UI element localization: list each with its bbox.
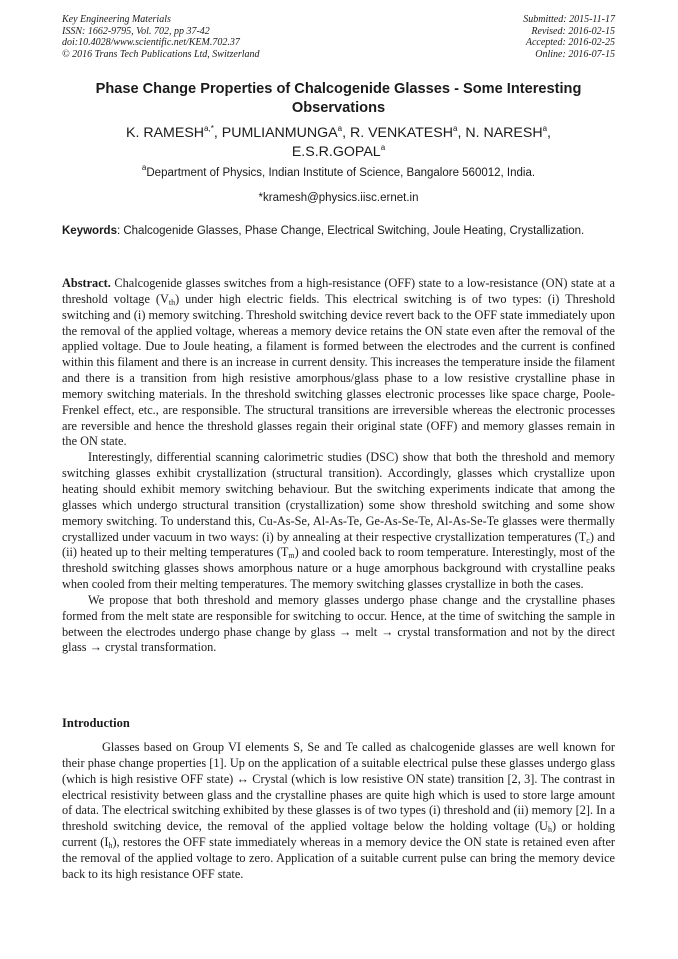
paper-title: Phase Change Properties of Chalcogenide Glasses - Some Interesting Observations [95, 81, 582, 116]
author: E.S.R.GOPAL$^a$ [291, 142, 386, 160]
abstract [62, 276, 615, 656]
author-email: *kramesh@physics.iisc.ernet.in [258, 192, 419, 204]
date-revised: Revised: 2016-02-15 [531, 25, 615, 37]
author: K. $RAMESH^{a,*}$, [126, 124, 222, 141]
section-heading-introduction: Introduction [62, 716, 130, 730]
introduction-body [62, 740, 615, 883]
keywords-text: : Chalcogenide Glasses, Phase Change, Electrical Switching, Joule Heating, Crystallization. [116, 225, 585, 237]
journal-issn: ISSN: 1662-9795, Vol. 702, pp 37-42 [62, 25, 210, 37]
author: N. NARESH$^a$, [465, 124, 551, 141]
abstract-paragraph: Abstract. Chalcogenide glasses switches from a high-resistance (OFF) state to a low-resistance (ON) state at a threshold voltage $(V_{th})$ under high electric fields. This electrical switching is of two types: (i) Threshold switching and (i) memory switching. Threshold switching device revert back to the OFF state immediately upon the removal of the applied voltage, whereas a memory device retains the ON state even after the removal of the applied voltage. Due to Joule heating, a filament is formed between the electrodes and the current is confined within this filament and there is an increase in current density. This increases the temperature inside the filament and there is a transition from high resistive amorphous/glass phase to a low resistive crystalline phase in memory switching materials. In the threshold switching glasses electronic processes like space charge, Poole-Frenkel effect, etc., are responsible. The structural transitions are irreversible whereas the electronic processes are reversible and hence the threshold glasses regain their original state (OFF) and memory glasses remain in the ON state. [62, 276, 615, 449]
author: PUMLIANMUNGA$^a$, [221, 124, 350, 141]
publication-dates [523, 14, 615, 60]
date-submitted: Submitted: 2015-11-17 [523, 14, 615, 25]
keywords [62, 224, 615, 239]
date-online: Online: 2016-07-15 [535, 48, 615, 60]
author-list [62, 124, 615, 161]
abstract-label: Abstract. [62, 276, 111, 290]
author: R. VENKATESH$^a$, [349, 124, 466, 141]
journal-name: Key Engineering Materials [62, 14, 171, 25]
abstract-paragraph: We propose that both threshold and memory glasses undergo phase change and the crystalline phases formed from the melt state are responsible for switching to occur. Hence, at the time of switching the sample in between the electrodes undergo phase change by glass → melt → crystal transformation and not by the direct glass → crystal transformation. [62, 592, 615, 655]
introduction-paragraph: Glasses based on Group VI elements S, Se and Te called as chalcogenide glasses are well known for their phase change properties [1]. Up on the application of a suitable electrical pulse these glasses undergo glass (which is high resistive OFF state) ↔ Crystal (which is low resistive ON state) transition [2, 3]. The contrast in electrical resistivity between glass and the crystalline phases are quite high which is used to store large amount of data. The electrical switching exhibited by these glasses is of two types (i) threshold and (ii) memory [2]. In a threshold switching device, the removal of the applied voltage below the holding voltage $(U_h)$ or holding current $(I_h)$, restores the OFF state immediately whereas in a memory device the ON state is retained even after the removal of the applied voltage to zero. Application of a suitable current pulse can bring the memory device back to its high resistance OFF state. [62, 740, 616, 881]
keywords-label: Keywords [62, 225, 117, 237]
journal-info [62, 14, 260, 60]
journal-doi: doi:10.4028/www.scientific.net/KEM.702.37 [62, 37, 240, 49]
date-accepted: Accepted: 2016-02-25 [525, 37, 615, 49]
affiliation: $^a$Department of Physics, Indian Institute of Science, Bangalore 560012, India. [141, 163, 536, 179]
journal-copyright: © 2016 Trans Tech Publications Ltd, Switzerland [62, 48, 260, 60]
abstract-paragraph: Interestingly, differential scanning calorimetric studies (DSC) show that both the threshold and memory switching glasses exhibit crystallization (structural transition). Accordingly, glasses which crystallize upon heating should exhibit memory switching behaviour. But the switching experiments indicate that among the glasses which undergo structural transition (crystallization) some show threshold switching and some show memory switching. To understand this, Cu-As-Se, Al-As-Te, Ge-As-Se-Te, Al-As-Se-Te glasses were thermally crystallized under vacuum in two ways: (i) by annealing at their respective crystallization temperatures $(T_c)$ and (ii) heated up to their melting temperatures $(T_m)$ and cooled back to room temperature. Interestingly, most of the threshold switching glasses shows amorphous nature or a huge amorphous background with crystalline peaks when cooled from their melting temperatures. The memory switching glasses crystallize in both the cases. [62, 450, 615, 592]
